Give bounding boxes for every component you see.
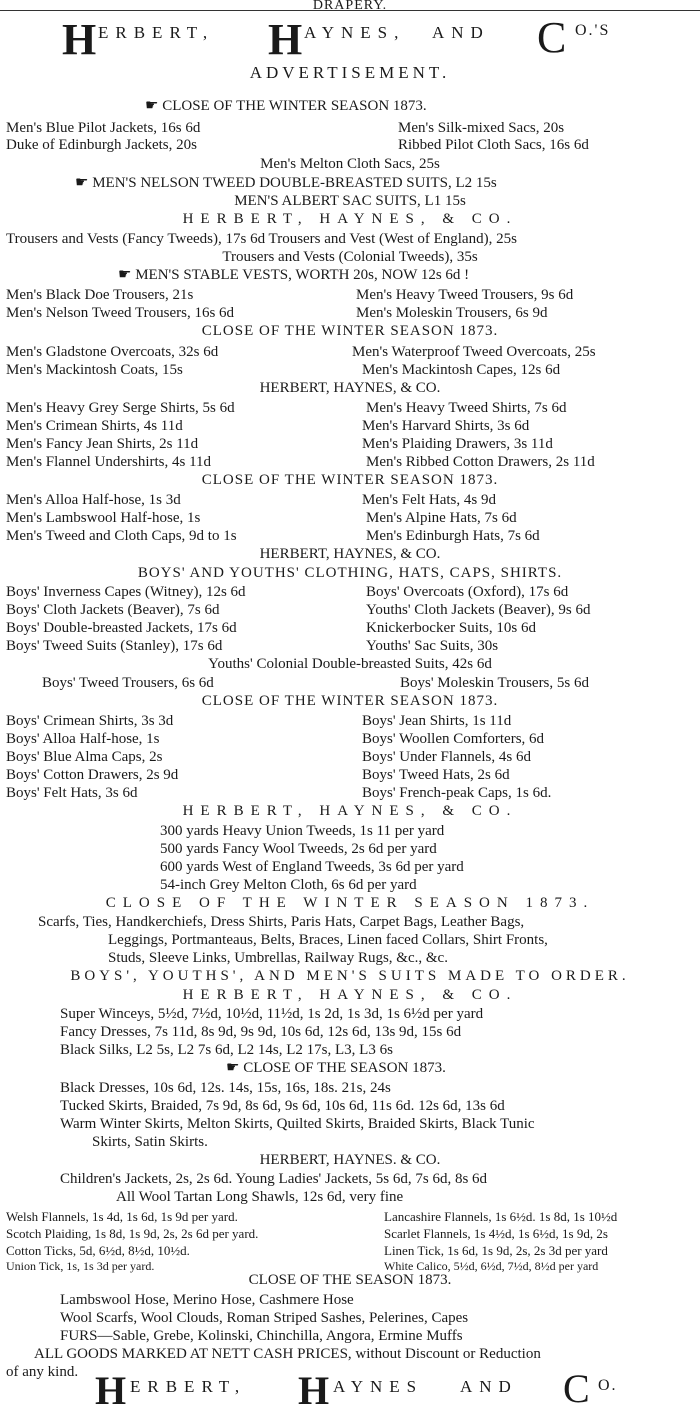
list-item: Warm Winter Skirts, Melton Skirts, Quilted Skirts, Braided Skirts, Black Tunic (60, 1116, 535, 1132)
title-word-haynes: AYNES, (304, 23, 406, 42)
list-item: Children's Jackets, 2s, 2s 6d. Young Ladies' Jackets, 5s 6d, 7s 6d, 8s 6d (60, 1171, 488, 1187)
list-item: Boys' Felt Hats, 3s 6d Boys' French-peak Caps, 1s 6d. (6, 785, 552, 801)
list-item: 600 yards West of England Tweeds, 3s 6d per yard (160, 859, 464, 875)
manicule-icon: ☛ (145, 98, 159, 114)
list-item: Tucked Skirts, Braided, 7s 9d, 8s 6d, 9s 6d, 10s 6d, 11s 6d. 12s 6d, 13s 6d (60, 1098, 505, 1114)
season-heading: CLOSE OF THE WINTER SEASON 1873. (201, 323, 499, 339)
list-item: Welsh Flannels, 1s 4d, 1s 6d, 1s 9d per yard. Lancashire Flannels, 1s 6½d. 1s 8d, 1s 10½d (6, 1209, 618, 1224)
list-item: Leggings, Portmanteaus, Belts, Braces, Linen faced Collars, Shirt Fronts, (108, 932, 548, 948)
list-item: All Wool Tartan Long Shawls, 12s 6d, very fine (116, 1189, 404, 1205)
list-item: Super Winceys, 5½d, 7½d, 10½d, 11½d, 1s 2d, 1s 3d, 1s 6½d per yard (60, 1006, 484, 1022)
section-heading-boys: BOYS' AND YOUTHS' CLOTHING, HATS, CAPS, SHIRTS. (137, 565, 563, 581)
season-heading: CLOSE OF THE SEASON 1873. (248, 1272, 452, 1288)
title-initial-h1: H (62, 15, 97, 64)
list-item: Wool Scarfs, Wool Clouds, Roman Striped Sashes, Pelerines, Capes (60, 1310, 469, 1326)
list-item: Men's Nelson Tweed Trousers, 16s 6d Men's Moleskin Trousers, 6s 9d (6, 305, 548, 321)
title-word-and: AND (432, 23, 490, 42)
list-item: Boys' Tweed Trousers, 6s 6d Boys' Moleskin Trousers, 5s 6d (42, 675, 589, 691)
footer-word-haynes: AYNES (333, 1377, 424, 1396)
section-heading-suits: BOYS', YOUTHS', AND MEN'S SUITS MADE TO ORDER. (70, 968, 630, 984)
list-item: Black Dresses, 10s 6d, 12s. 14s, 15s, 16s, 18s. 21s, 24s (60, 1080, 391, 1096)
company-name: HERBERT, HAYNES, & CO. (182, 803, 518, 819)
title-subtitle: ADVERTISEMENT. (249, 63, 451, 82)
title-word-herbert: ERBERT, (98, 23, 215, 42)
footer-initial-h2: H (298, 1368, 330, 1413)
list-item: Men's Alloa Half-hose, 1s 3d Men's Felt Hats, 4s 9d (6, 492, 496, 508)
list-item: Fancy Dresses, 7s 11d, 8s 9d, 9s 9d, 10s 6d, 12s 6d, 13s 9d, 15s 6d (60, 1024, 462, 1040)
list-item: Skirts, Satin Skirts. (92, 1134, 208, 1150)
company-name: HERBERT, HAYNES, & CO. (259, 546, 441, 562)
list-item: 500 yards Fancy Wool Tweeds, 2s 6d per yard (160, 841, 437, 857)
list-item: Youths' Colonial Double-breasted Suits, 42s 6d (208, 656, 492, 672)
list-item: Men's Fancy Jean Shirts, 2s 11d Men's Plaiding Drawers, 3s 11d (6, 436, 553, 452)
list-item: 300 yards Heavy Union Tweeds, 1s 11 per yard (160, 823, 445, 839)
list-item: MEN'S ALBERT SAC SUITS, L1 15s (234, 193, 466, 209)
list-item: Black Silks, L2 5s, L2 7s 6d, L2 14s, L2 17s, L3, L3 6s (60, 1042, 393, 1058)
company-name: HERBERT, HAYNES, & CO. (182, 987, 518, 1003)
list-item: Men's Mackintosh Coats, 15s Men's Mackintosh Capes, 12s 6d (6, 362, 561, 378)
list-item: Boys' Alloa Half-hose, 1s Boys' Woollen Comforters, 6d (6, 731, 545, 747)
list-item: Boys' Blue Alma Caps, 2s Boys' Under Flannels, 4s 6d (6, 749, 531, 765)
list-item: Men's Lambswool Half-hose, 1s Men's Alpine Hats, 7s 6d (6, 510, 517, 526)
header-rule (0, 10, 700, 11)
season-heading: CLOSE OF THE WINTER SEASON 1873. (201, 472, 499, 488)
closing-note: ALL GOODS MARKED AT NETT CASH PRICES, without Discount or Reduction (34, 1346, 541, 1362)
title-initial-c: C (537, 13, 567, 62)
list-item: Lambswool Hose, Merino Hose, Cashmere Hose (60, 1292, 354, 1308)
list-item: Men's Tweed and Cloth Caps, 9d to 1s Men's Edinburgh Hats, 7s 6d (6, 528, 540, 544)
list-item: Trousers and Vests (Fancy Tweeds), 17s 6d Trousers and Vest (West of England), 25s (6, 231, 517, 247)
season-heading: CLOSE OF THE WINTER SEASON 1873. (105, 895, 595, 911)
list-item: Boys' Inverness Capes (Witney), 12s 6d Boys' Overcoats (Oxford), 17s 6d (6, 584, 569, 600)
season-heading-1: ☛ CLOSE OF THE WINTER SEASON 1873. (145, 98, 427, 114)
footer-word-co: O. (598, 1377, 618, 1394)
list-item: Men's Gladstone Overcoats, 32s 6d Men's Waterproof Tweed Overcoats, 25s (6, 344, 596, 360)
list-item: Men's Black Doe Trousers, 21s Men's Heavy Tweed Trousers, 9s 6d (6, 287, 574, 303)
list-item: Men's Melton Cloth Sacs, 25s (260, 156, 440, 172)
closing-note-end: of any kind. (6, 1364, 79, 1380)
list-item: Trousers and Vests (Colonial Tweeds), 35s (222, 249, 478, 265)
manicule-icon: ☛ (226, 1060, 240, 1076)
list-item: Men's Blue Pilot Jackets, 16s 6d Men's Silk-mixed Sacs, 20s (6, 120, 565, 136)
manicule-icon: ☛ (118, 267, 132, 283)
company-name: HERBERT, HAYNES. & CO. (259, 1152, 441, 1168)
list-item: Cotton Ticks, 5d, 6½d, 8½d, 10½d. Linen Tick, 1s 6d, 1s 9d, 2s, 2s 3d per yard (6, 1243, 608, 1258)
title-word-co: O.'S (575, 22, 611, 39)
list-item: Studs, Sleeve Links, Umbrellas, Railway Rugs, &c., &c. (108, 950, 448, 966)
list-item: Scarfs, Ties, Handkerchiefs, Dress Shirts, Paris Hats, Carpet Bags, Leather Bags, (38, 914, 525, 930)
footer-word-and: AND (460, 1377, 518, 1396)
footer-initial-h1: H (95, 1368, 127, 1413)
footer-word-herbert: ERBERT, (130, 1377, 247, 1396)
season-heading: ☛ CLOSE OF THE SEASON 1873. (226, 1060, 446, 1076)
list-item: Boys' Crimean Shirts, 3s 3d Boys' Jean Shirts, 1s 11d (6, 713, 512, 729)
promo-heading: ☛ MEN'S NELSON TWEED DOUBLE-BREASTED SUITS, L2 15s (75, 175, 497, 191)
list-item: Men's Flannel Undershirts, 4s 11d Men's Ribbed Cotton Drawers, 2s 11d (6, 454, 595, 470)
list-item: Duke of Edinburgh Jackets, 20s Ribbed Pilot Cloth Sacs, 16s 6d (6, 137, 589, 153)
manicule-icon: ☛ (75, 175, 89, 191)
season-heading: CLOSE OF THE WINTER SEASON 1873. (201, 693, 499, 709)
company-name: HERBERT, HAYNES, & CO. (259, 380, 441, 396)
list-item: Men's Crimean Shirts, 4s 11d Men's Harvard Shirts, 3s 6d (6, 418, 530, 434)
title-initial-h2: H (268, 15, 303, 64)
company-name: HERBERT, HAYNES, & CO. (182, 211, 518, 227)
list-item: Boys' Cotton Drawers, 2s 9d Boys' Tweed Hats, 2s 6d (6, 767, 510, 783)
section-header: DRAPERY. (312, 0, 388, 10)
footer-initial-c: C (563, 1366, 590, 1411)
list-item: Boys' Double-breasted Jackets, 17s 6d Knickerbocker Suits, 10s 6d (6, 620, 536, 636)
list-item: Scotch Plaiding, 1s 8d, 1s 9d, 2s, 2s 6d per yard. Scarlet Flannels, 1s 4½d, 1s 6½d, 1s 9d, 2s (6, 1226, 608, 1241)
list-item: 54-inch Grey Melton Cloth, 6s 6d per yard (160, 877, 417, 893)
list-item: Men's Heavy Grey Serge Shirts, 5s 6d Men's Heavy Tweed Shirts, 7s 6d (6, 400, 567, 416)
list-item: Boys' Tweed Suits (Stanley), 17s 6d Youths' Sac Suits, 30s (6, 638, 499, 654)
list-item: FURS—Sable, Grebe, Kolinski, Chinchilla, Angora, Ermine Muffs (60, 1328, 463, 1344)
promo-heading: ☛ MEN'S STABLE VESTS, WORTH 20s, NOW 12s 6d ! (118, 267, 470, 283)
list-item: Union Tick, 1s, 1s 3d per yard. White Calico, 5½d, 6½d, 7½d, 8½d per yard (6, 1259, 599, 1273)
list-item: Boys' Cloth Jackets (Beaver), 7s 6d Youths' Cloth Jackets (Beaver), 9s 6d (6, 602, 591, 618)
